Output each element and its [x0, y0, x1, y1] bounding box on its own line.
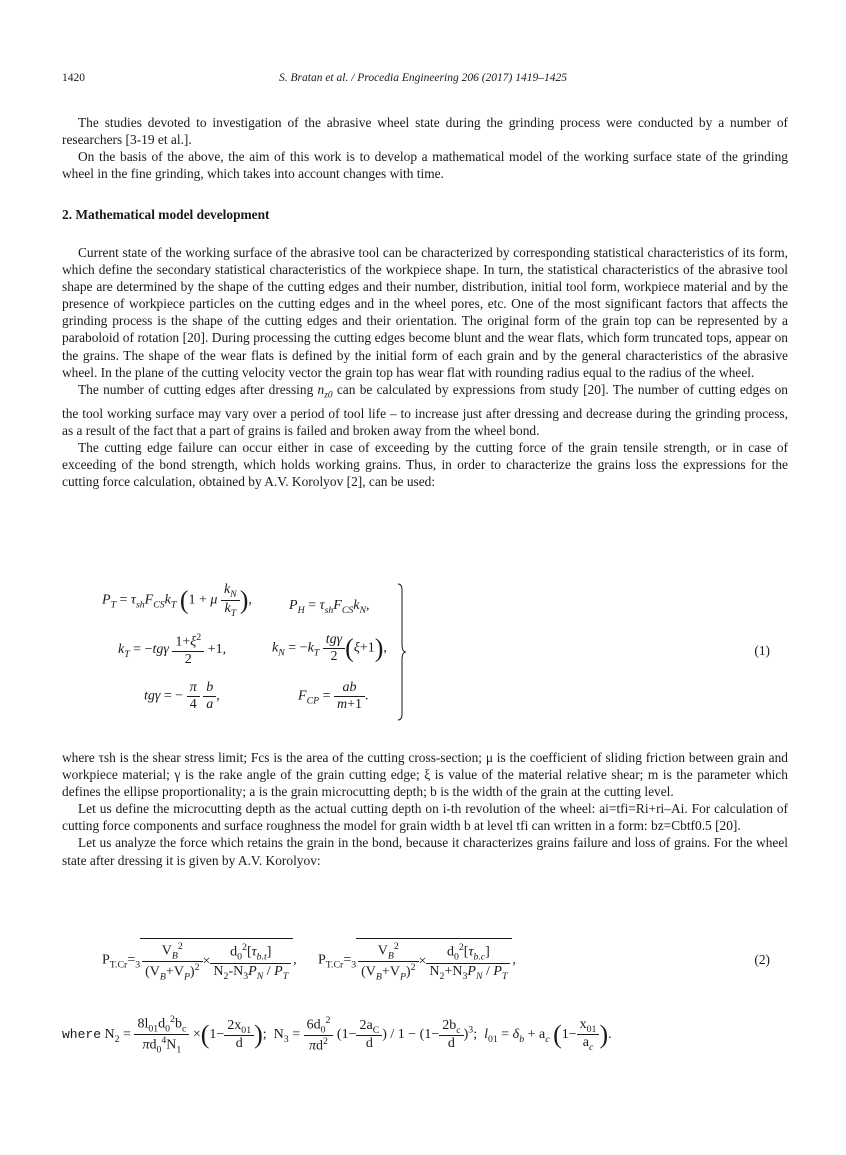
eq3-frac-4: $\frac{2a_C}{d}$ [356, 1018, 382, 1053]
eq1-mu: μ [210, 592, 218, 608]
eq2-r-PT: P [493, 963, 502, 979]
eq2-PN-sub: N [256, 970, 264, 982]
p2-variable: n [317, 381, 325, 397]
eq1-r3b-F: F [298, 688, 307, 704]
eq1-tau-2: τ [319, 598, 325, 613]
eq2-VB: V [161, 943, 172, 959]
eq2-right: $P_{T.Cr}=_3$ $\frac{V_B^2}{(V_B+V_P)^2}$ × $\frac{d_0^2[\tau_{b.c}]}{N_2+N_3P_N / P_T}$ , [318, 938, 516, 983]
eq3-delta: δ [512, 1027, 520, 1043]
eq1-r2-tg: tgγ [152, 642, 169, 658]
eq2-bc: b.c [473, 951, 486, 963]
eq3-bc2: 2b [442, 1017, 457, 1033]
eq1-r3b-CP: CP [306, 695, 320, 707]
eq3-ac: a [539, 1027, 546, 1043]
eq1-PH: P [289, 598, 298, 613]
eq1-kT-k: k [224, 600, 231, 616]
eq3-l: l [484, 1027, 488, 1043]
p2-pre-text: The number of cutting edges after dressing [78, 381, 318, 397]
eq3-d-3: d [447, 1036, 455, 1052]
section-paragraph-2 [62, 381, 788, 439]
eq1-xi-fraction: $\frac{1+\xi^2}{2}$ [172, 632, 204, 668]
eq2-r-PN-sub: N [475, 970, 483, 982]
eq1-r3-b: b [203, 680, 216, 697]
eq3-d: d [235, 1036, 243, 1052]
eq3-aC: 2a [359, 1017, 373, 1033]
eq1-tg-fraction [323, 632, 345, 665]
eq1-r2-sq: 2 [196, 632, 202, 643]
eq2-r-B: B [387, 950, 394, 962]
eq1-T-den: T [230, 607, 237, 619]
eq1-row-2b: $k_N = -k_T$ $\frac{\text{tgγ}}{2}$ (ξ+1), [272, 632, 387, 664]
eq1-sh-2: sh [324, 604, 334, 616]
eq2-left: $P_{T.Cr}=_3$ $\frac{V_B^2}{(V_B+V_P)^2}$ × $\frac{d_0^2[\tau_{b.t}]}{N_2-N_3P_N / P_T}$ , [102, 938, 297, 983]
eq2-r-lhs-sub: T.Cr [325, 959, 344, 971]
equation-2-number: (2) [754, 952, 770, 967]
eq1-N-sub: N [230, 588, 237, 600]
p2-post-text: can be calculated by expressions from study [20]. The number of cutting edges on the tool working surface may vary over a period of tool life – to increase just after dressing and decrease during the grinding process, as a result of the fact that a part of grains is failed and broken away from the wheel bond. [62, 381, 789, 438]
eq2-r-N2: N [429, 963, 440, 979]
eq2-tau: τ [251, 944, 257, 960]
eq1-one: 1 [188, 592, 196, 608]
eq1-r2-one: 1 [175, 634, 183, 650]
eq1-pi-fraction [187, 680, 200, 713]
eq3-d-2: d [365, 1036, 373, 1052]
eq1-row-1: $P_T = \tau_{sh}F_{CS}k_T$ (1 + μ $\frac{k_N}{k_T}$ ), [102, 582, 252, 619]
eq3-ac-den: a [582, 1035, 589, 1051]
eq2-PT: P [274, 963, 283, 979]
eq3-x01: 2x [227, 1017, 242, 1033]
eq2-radical-2: $\frac{V_B^2}{(V_B+V_P)^2}$ × $\frac{d_0^2[\tau_{b.c}]}{N_2+N_3P_N / P_T}$ [356, 938, 512, 983]
eq2-N2: N [213, 963, 224, 979]
eq3-bc: b [174, 1016, 182, 1032]
eq3-x: x [579, 1016, 587, 1032]
section-paragraph-3: The cutting edge failure can occur either in case of exceeding by the cutting force of the grain tensile strength, or in case of exceeding of the bond strength, which holds working grains. Thus, in order to characterize the grains loss the expressions for the cutting force calculation, obtained by A.V. Korolyov [2], can be used: [62, 439, 788, 489]
intro-paragraphs [62, 114, 788, 182]
eq3-N1: N [166, 1038, 177, 1054]
eq1-brace [396, 582, 408, 722]
eq3-N3: N [273, 1027, 284, 1043]
eq3-frac-6: $\frac{x_{01}}{a_c}$ [577, 1017, 600, 1054]
eq1-kN-kT-fraction [221, 582, 240, 619]
eq1-k-2: k [353, 598, 360, 613]
eq2-den-B: B [159, 971, 166, 983]
eq1-r2b-N: N [278, 647, 285, 659]
eq2-r-tau: τ [468, 944, 474, 960]
eq2-den-VP: V [173, 965, 184, 981]
eq2-den-VB: V [149, 965, 160, 981]
eq2-r-den-VP: V [389, 965, 400, 981]
eq3-d0: d [158, 1016, 166, 1032]
running-header [62, 72, 784, 88]
eq3-frac-3: $\frac{6d_0^2}{\pi d^2}$ [304, 1015, 334, 1055]
eq1-r2-T: T [124, 648, 130, 660]
eq1-r3-pi: π [187, 680, 200, 697]
eq3-den-d0: d [149, 1038, 157, 1054]
eq1-ab-fraction: $\frac{ab}{m+1}$ [334, 680, 365, 713]
eq1-r3b-ab: ab [334, 680, 365, 697]
eq3-where: where [62, 1027, 102, 1043]
eq2-PN: P [248, 963, 257, 979]
eq1-row-2: $k_T = -tg\gamma$ $\frac{1+\xi^2}{2}$ +1, [118, 632, 227, 667]
eq1-r3b-m: m [337, 697, 348, 712]
eq1-r2b-tg: tgγ [323, 632, 345, 649]
eq1-r3-four: 4 [189, 697, 197, 712]
eq2-r-den-B: B [375, 971, 382, 983]
eq2-PT-sub: T [282, 970, 289, 982]
eq1-r2b-two: 2 [330, 649, 338, 664]
eq1-r2-k: k [118, 642, 125, 658]
eq1-r2-den: 2 [184, 651, 192, 667]
eq1-r2b-k2: k [307, 640, 314, 656]
eq1-PT: P [102, 592, 111, 608]
eq2-r-den-P: P [399, 971, 406, 983]
section-paragraphs [62, 244, 788, 490]
eq2-bt: b.t [256, 951, 267, 963]
eq2-r-PN: P [467, 963, 476, 979]
eq1-row-1b: $P_H = \tau_{sh}F_{CS}k_N$, [289, 598, 370, 616]
explain-paragraph-2: Let us define the microcutting depth as the actual cutting depth on i-th revolution of the wheel: ai=tfi=Ri+ri–Ai. For calculation of cutting force components and surface roughness the model for grain width b at level tfi can written in a form: bz=Cbtf0.5 [20]. [62, 801, 788, 834]
eq1-r2b-k: k [272, 640, 279, 656]
eq2-lhs: P [102, 952, 110, 968]
eq1-F: F [144, 592, 154, 608]
eq2-d0: d [230, 944, 238, 960]
eq1-T-sub: T [110, 599, 117, 611]
eq1-N-2: N [359, 604, 367, 616]
section-paragraph-1: Current state of the working surface of the abrasive tool can be characterized by corresponding statistical characteristics of its form, which define the secondary statistical characteristics of the workpiece shape. In turn, the statistical characteristics of the abrasive tool shape are determined by the shape of the cutting edges and their number, distribution, initial tool form, workpiece material and by the presence of workpiece particles on the cutting edges and in the wheel pores, etc. One of the most significant factors that affects the grinding process is the shape of the cutting edges and their orientation. The original form of the grain top can be represented by a paraboloid of rotation [20]. During processing the cutting edges become blunt and the wear flats, which form truncated tops, appear on the grains. The shape of the wear flats is defined by the initial form of each grain and by the general characteristics of the abrasive wheel. In the plane of the cutting velocity vector the grain top has wear flat with rounding radius equal to the radius of the wheel. [62, 245, 788, 380]
explain-paragraph-3: Let us analyze the force which retains the grain in the bond, because it characterizes grains failure and loss of grains. For the wheel state after dressing it is given by A.V. Korolyov: [62, 835, 788, 868]
explain-paragraph-1: where τsh is the shear stress limit; Fcs is the area of the cutting cross-section; μ is the coefficient of sliding friction between grain and workpiece material; γ is the rake angle of the grain cutting edge; ξ is value of the material relative shear; m is the parameter which defines the ellipse proportionality; a is the grain microcutting depth; b is the width of the grain at the cutting level. [62, 750, 788, 800]
eq1-H-sub: H [297, 604, 305, 616]
eq3-frac-5: $\frac{2b_c}{d}$ [439, 1018, 463, 1053]
eq2-N3: N [233, 963, 244, 979]
equation-2 [62, 930, 788, 990]
equation-3 [62, 1010, 788, 1060]
eq1-F-2: F [333, 598, 342, 613]
eq2-B: B [171, 950, 178, 962]
eq2-r-d0: d [446, 944, 454, 960]
eq1-r3-tg: tgγ [144, 688, 161, 704]
eq1-row-3b: $F_{CP}$ = $\frac{ab}{m+1}$ . [298, 680, 369, 712]
journal-citation: S. Bratan et al. / Procedia Engineering 206 (2017) 1419–1425 [279, 72, 567, 84]
eq2-r-VB: V [377, 943, 388, 959]
eq3-frac-2: $\frac{2x_{01}}{d}$ [224, 1018, 254, 1053]
eq3-N2: N [104, 1027, 115, 1043]
eq1-row-3: tgγ = − $\frac{\pi}{4}$ $\frac{b}{a}$ , [144, 680, 220, 712]
eq2-radical-1: $\frac{V_B^2}{(V_B+V_P)^2}$ × $\frac{d_0^2[\tau_{b.t}]}{N_2-N_3P_N / P_T}$ [140, 938, 293, 983]
eq1-k: k [164, 592, 171, 608]
eq3-row: where $N_2$ = $\frac{8l_{01}d_0^2b_c}{\pi d_0^4N_1}$ ×(1− $\frac{2x_{01}}{d}$ ); $N_3$ = $\frac{6d_0^2}{\pi d^2}$ (1− $\frac{2a_C}{d}$ ) / 1 − (1− $\frac{2b_c}{d}$ )$^3$; $l_{01} = \delta_b + a_c$ (1− $\frac{x_{01}}{a_c}$ ). [62, 1014, 612, 1056]
eq1-r2b-xi: ξ [353, 640, 360, 656]
eq1-r3-a: a [206, 697, 214, 712]
eq1-kN-k: k [223, 582, 231, 597]
eq1-r2b-T: T [313, 647, 320, 659]
eq3-l01: 8l [137, 1016, 149, 1032]
eq2-r-N3: N [452, 963, 463, 979]
explanation-paragraphs [62, 749, 788, 869]
eq2-r-PT-sub: T [501, 970, 508, 982]
p2-subscript: z0 [324, 390, 333, 401]
section-heading: 2. Mathematical model development [62, 207, 270, 222]
eq3-pi-d: d [316, 1039, 324, 1054]
eq1-sh: sh [135, 599, 145, 611]
eq1-tau: τ [130, 592, 136, 608]
eq1-CS-2: CS [341, 604, 354, 616]
eq2-lhs-sub: T.Cr [109, 959, 128, 971]
eq3-frac-1: $\frac{8l_{01}d_0^2b_c}{\pi d_0^4N_1}$ [134, 1014, 189, 1056]
equation-1 [62, 580, 788, 730]
equation-1-number: (1) [754, 643, 770, 658]
eq2-r-lhs: P [318, 952, 326, 968]
eq1-r2-xi: ξ [190, 634, 197, 650]
eq2-den-P: P [183, 971, 190, 983]
eq1-kT-sub: T [170, 599, 177, 611]
page-number: 1420 [62, 72, 85, 84]
eq3-six-d0: 6d [306, 1017, 321, 1033]
intro-paragraph-1: The studies devoted to investigation of the abrasive wheel state during the grinding process were conducted by a number of researchers [3-19 et al.]. [62, 115, 788, 148]
eq1-CS: CS [153, 599, 165, 611]
intro-paragraph-2: On the basis of the above, the aim of this work is to develop a mathematical model of the working surface state of the grinding wheel in the fine grinding, which takes into account changes with time. [62, 149, 788, 182]
eq2-r-den-VB: V [365, 965, 376, 981]
eq1-b-a-fraction [203, 680, 216, 713]
